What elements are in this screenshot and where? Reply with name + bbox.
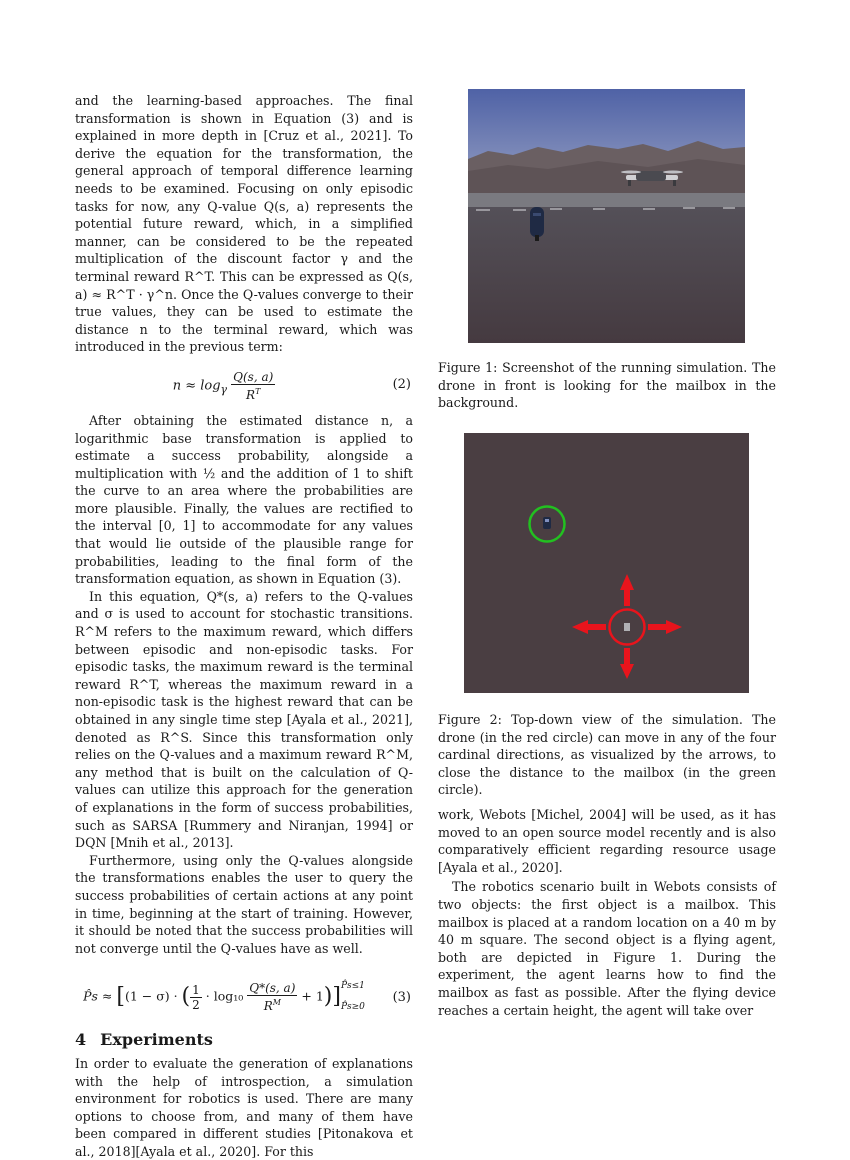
eq2-sub: γ <box>220 383 228 396</box>
paragraph: and the learning-based approaches. The final transformation is shown in Equation (3) and is explained in more depth in [Cruz et al., 2021]. To derive the equation for the transformation, the general approach of temporal difference learning needs to be examined. Focusing on only episodic tasks for now, any Q-value Q(s, a) represents the potential future reward, which, in a simplified manner, can be considered to be the repeated multiplication of the discount factor γ and the terminal reward R^T. This can be expressed as Q(s, a) ≈ R^T · γ^n. Once the Q-values converge to their true values, they can be used to estimate the distance n to the terminal reward, which was introduced in the previous term: <box>75 93 413 355</box>
right-text-block <box>438 806 776 1019</box>
eq3-fraction <box>247 981 297 1013</box>
eq3-log: · log₁₀ <box>205 988 244 1004</box>
eq3-half-den: 2 <box>192 997 200 1012</box>
drone-top <box>624 623 630 631</box>
section-title: Experiments <box>100 1030 213 1050</box>
eq3-half-num: 1 <box>192 982 200 997</box>
eq2-fraction <box>231 370 275 402</box>
figure-1-caption-block <box>438 359 776 412</box>
eq3-paren: ( <box>181 984 191 1010</box>
paragraph: The robotics scenario built in Webots consists of two objects: the first object is a mailbox. This mailbox is placed at a random location on a 40 m by 40 m square. The second object is a flying agent, both are depicted in Figure 1. During the experiment, the agent learns how to find the mailbox as fast as possible. After the flying device reaches a certain height, the agent will take over <box>438 879 776 1018</box>
section-heading <box>75 1031 413 1049</box>
eq3-limits <box>341 981 365 1013</box>
eq3-bracket-close: ] <box>332 984 341 1010</box>
eq3-lower: P̂s≥0 <box>340 1002 365 1013</box>
eq3-part1: (1 − σ) · <box>124 988 178 1004</box>
paragraph: Furthermore, using only the Q-values alongside the transformations enables the user to query the success probabilities of certain actions at any point in time, beginning at the start of training. However, it should be noted that the success probabilities will not converge until the Q-values have as well. <box>75 852 413 956</box>
eq2-numerator: Q(s, a) <box>233 369 274 384</box>
eq2-lhs: n ≈ log <box>172 378 221 394</box>
paragraph: In this equation, Q*(s, a) refers to the Q-values and σ is used to account for stochastic transitions. R^M refers to the maximum reward, which differs between episodic and non-episodic tasks. For episodic tasks, the maximum reward is the terminal reward R^T, whereas the maximum reward in a non-episodic task is the highest reward that can be obtained in any single time step [Ayala et al., 2021], denoted as R^S. Since this transformation only relies on the Q-values and a maximum reward R^M, any method that is built on the calculation of Q-values can utilize this approach for the generation of explanations in the form of success probabilities, such as SARSA [Rummery and Niranjan, 1994] or DQN [Mnih et al., 2013]. <box>75 588 413 851</box>
equation-3 <box>75 979 413 1023</box>
eq3-denominator <box>247 996 297 1013</box>
eq3-upper: P̂s≤1 <box>340 981 365 992</box>
eq3-den-sup: M <box>272 998 281 1008</box>
paragraph: After obtaining the estimated distance n, a logarithmic base transformation is applied to estimate a success probability, alongside a multiplication with ½ and the addition of 1 to shift the curve to an area where the probabilities are more plausible. Finally, the values are rectified to the interval [0, 1] to accommodate for any values that would lie outside of the plausible range for probabilities, leading to the final form of the transformation equation, as shown in Equation (3). <box>75 412 413 587</box>
eq2-den-sup: T <box>255 386 261 396</box>
left-column <box>75 92 413 1160</box>
paragraph: In order to evaluate the generation of explanations with the help of introspection, a simulation environment for robotics is used. There are many options to choose from, and many of them have been compared in different studies [Pitonakova et al., 2018][Ayala et al., 2020]. For this <box>75 1055 413 1159</box>
ground <box>468 207 745 343</box>
mailbox-top <box>543 517 551 529</box>
figure-1-image <box>468 89 745 343</box>
eq2-den-base: R <box>246 387 256 402</box>
eq3-number: (3) <box>392 990 411 1006</box>
eq3-lhs: P̂s ≈ <box>83 988 113 1004</box>
eq3-bracket: [ <box>116 984 125 1010</box>
eq2-denominator <box>231 385 275 402</box>
eq3-numerator: Q*(s, a) <box>249 981 296 996</box>
figure-2-image <box>464 433 749 693</box>
eq3-den-base: R <box>263 999 273 1014</box>
figure-2-caption: Figure 2: Top-down view of the simulation. The drone (in the red circle) can move in any of the four cardinal directions, as visualized by the arrows, to close the distance to the mailbox (in the green circle). <box>438 712 776 798</box>
eq3-paren-close: ) <box>323 984 333 1010</box>
simulation-screenshot <box>468 89 745 343</box>
eq3-half <box>190 983 202 1012</box>
eq3-tail: + 1 <box>301 988 324 1004</box>
figure-1-caption: Figure 1: Screenshot of the running simulation. The drone in front is looking for the mailbox in the background. <box>438 360 776 411</box>
equation-2 <box>75 366 413 406</box>
section-number: 4 <box>75 1030 87 1050</box>
figure-2-caption-block <box>438 711 776 799</box>
floor <box>464 433 749 693</box>
horizon-band <box>468 193 745 209</box>
paragraph: work, Webots [Michel, 2004] will be used, as it has moved to an open source model recently and is also comparatively efficient regarding resource usage [Ayala et al., 2020]. <box>438 807 776 875</box>
eq2-number: (2) <box>392 376 411 392</box>
top-down-view <box>464 433 749 693</box>
